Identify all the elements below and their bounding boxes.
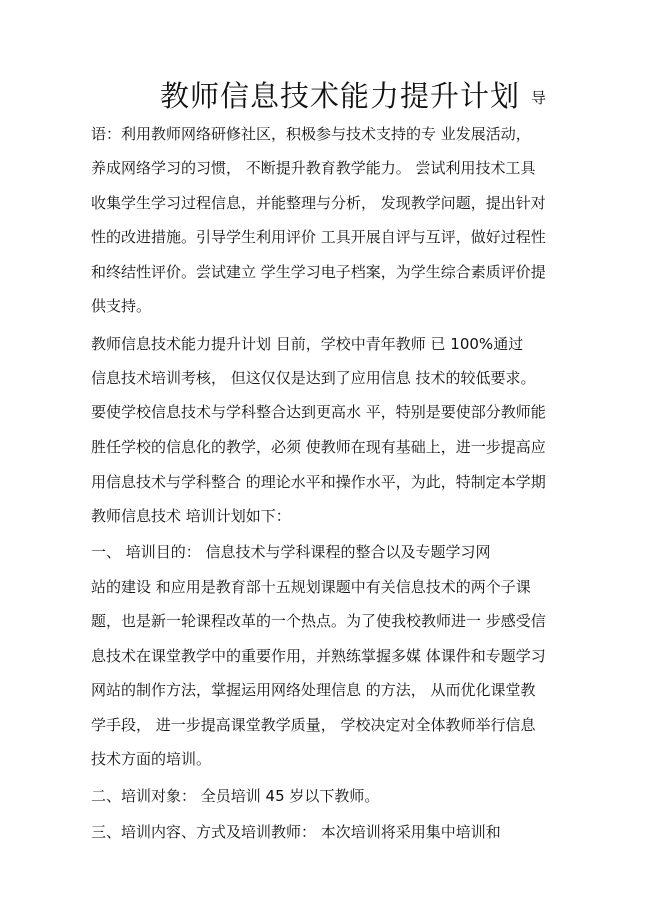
body-line: 网站的制作方法，掌握运用网络处理信息 的方法， 从而优化课堂教	[91, 681, 536, 699]
section-1-heading-line: 一、 培训目的： 信息技术与学科课程的整合以及专题学习网	[91, 543, 491, 561]
body-line: 语：利用教师网络研修社区，积极参与技术支持的专 业发展活动，	[91, 125, 531, 143]
body-line: 题，也是新一轮课程改革的一个热点。为了使我校教师进一 步感受信	[91, 612, 546, 630]
body-line: 和终结性评价。尝试建立 学生学习电子档案，为学生综合素质评价提	[91, 263, 546, 281]
body-line: 供支持。	[91, 297, 152, 315]
body-line: 息技术在课堂教学中的重要作用，并熟练掌握多媒 体课件和专题学习	[91, 647, 546, 665]
body-line: 教师信息技术能力提升计划 目前，学校中青年教师 已 100%通过	[91, 335, 524, 353]
body-line: 收集学生学习过程信息，并能整理与分析， 发现教学问题，提出针对	[91, 194, 546, 212]
body-line: 要使学校信息技术与学科整合达到更高水 平，特别是要使部分教师能	[91, 403, 546, 421]
title-trailing-text: 导	[531, 89, 547, 107]
body-line: 学手段， 进一步提高课堂教学质量， 学校决定对全体教师举行信息	[91, 716, 536, 734]
body-line: 信息技术培训考核， 但这仅仅是达到了应用信息 技术的较低要求。	[91, 369, 536, 387]
body-line: 技术方面的培训。	[91, 750, 212, 768]
body-line: 用信息技术与学科整合 的理论水平和操作水平，为此，特制定本学期	[91, 473, 546, 491]
body-line: 站的建设 和应用是教育部十五规划课题中有关信息技术的两个子课	[91, 578, 531, 596]
body-line: 胜任学校的信息化的教学，必须 使教师在现有基础上，进一步提高应	[91, 438, 546, 456]
section-2-heading-line: 二、培训对象： 全员培训 45 岁以下教师。	[91, 787, 380, 805]
body-line: 养成网络学习的习惯， 不断提升教育教学能力。 尝试利用技术工具	[91, 159, 536, 177]
section-3-heading-line: 三、培训内容、方式及培训教师： 本次培训将采用集中培训和	[91, 823, 501, 841]
body-line: 性的改进措施。引导学生利用评价 工具开展自评与互评，做好过程性	[91, 228, 546, 246]
body-line: 教师信息技术 培训计划如下：	[91, 507, 291, 525]
document-title: 教师信息技术能力提升计划	[160, 79, 521, 113]
